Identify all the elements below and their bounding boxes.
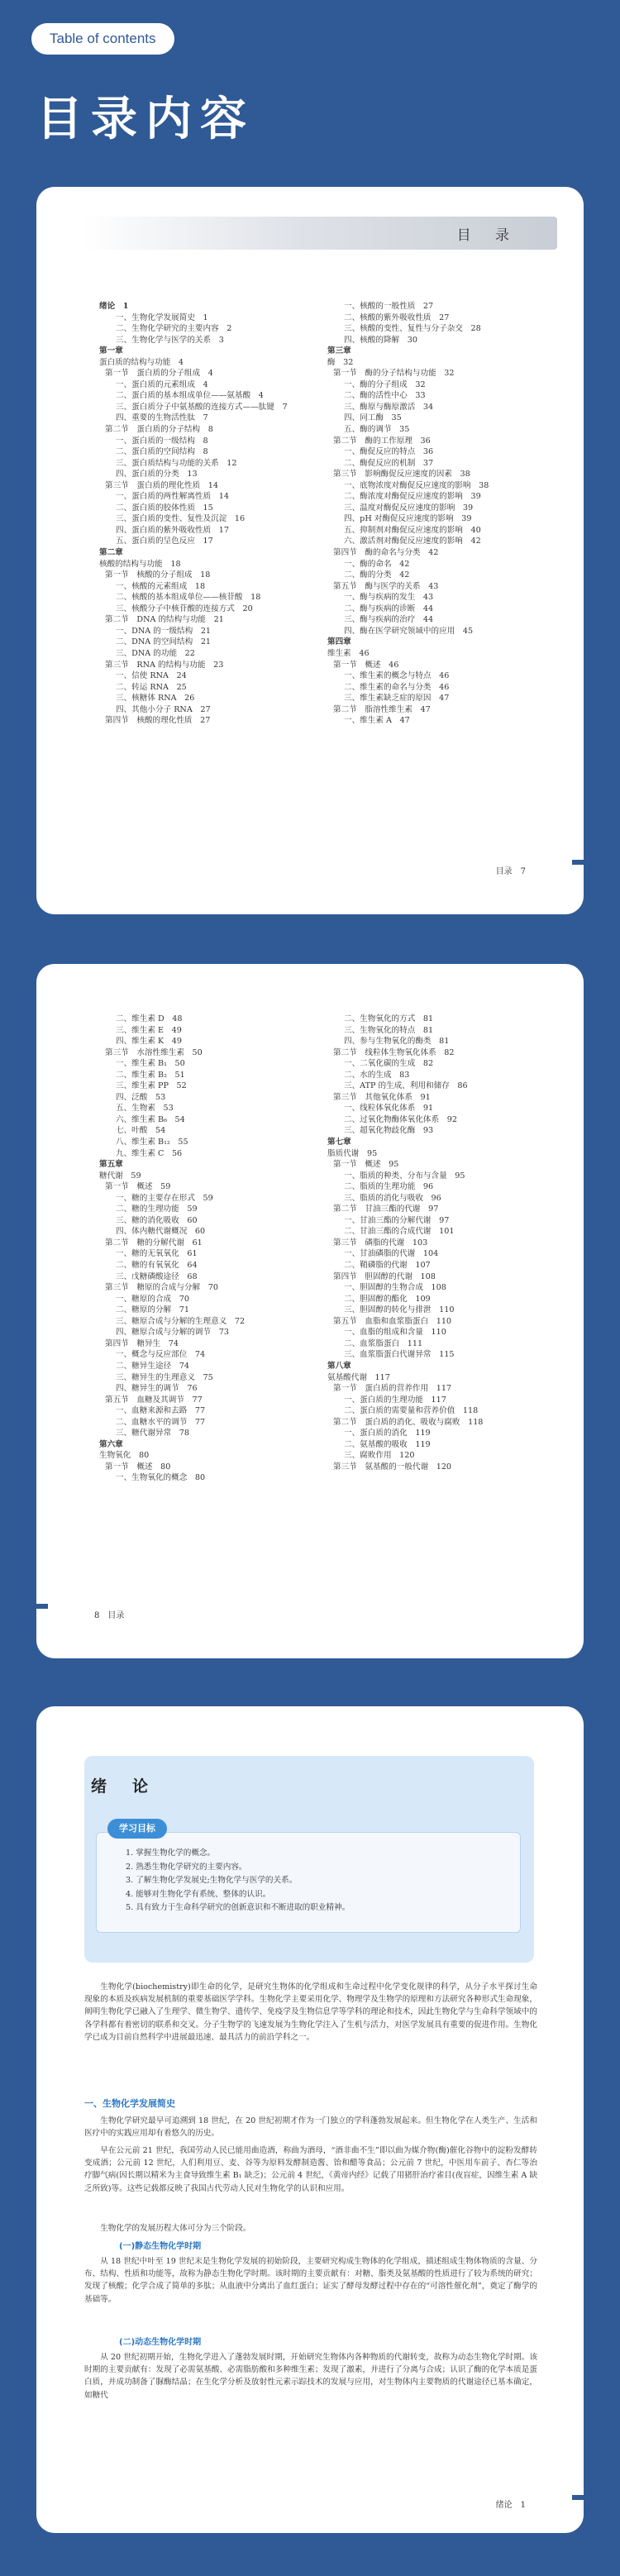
learning-goals-tab: 学习目标 xyxy=(107,1819,167,1839)
toc-entry: 三、DNA 的功能 22 xyxy=(116,648,195,658)
toc-entry: 第三节 蛋白质的理化性质 14 xyxy=(105,480,218,490)
toc-entry: 一、核酸的元素组成 18 xyxy=(116,581,206,591)
toc-entry: 八、维生素 B₁₂ 55 xyxy=(116,1138,188,1147)
toc-entry: 二、维生素 B₂ 51 xyxy=(116,1070,185,1080)
subsection-heading: (二)动态生物化学时期 xyxy=(119,2338,202,2347)
toc-entry: 糖代谢 59 xyxy=(99,1171,141,1181)
toc-entry: 二、维生素 D 48 xyxy=(116,1014,183,1023)
toc-entry: 二、糖的生理功能 59 xyxy=(116,1205,198,1214)
toc-entry: 第二节 蛋白质的消化、吸收与腐败 118 xyxy=(333,1417,484,1427)
toc-entry: 四、同工酶 35 xyxy=(344,413,402,423)
section-heading: 一、生物化学发展简史 xyxy=(84,2098,175,2109)
toc-entry: 三、维生素 PP 52 xyxy=(116,1081,187,1091)
toc-entry: 六、激活剂对酶促反应速度的影响 42 xyxy=(344,537,481,546)
toc-entry: 四、核酸的降解 30 xyxy=(344,335,417,345)
toc-entry: 一、甘油磷脂的代谢 104 xyxy=(344,1249,439,1259)
toc-entry: 一、核酸的一般性质 27 xyxy=(344,302,434,311)
toc-entry: 二、酶的分类 42 xyxy=(344,570,410,580)
toc-entry: 一、底物浓度对酶促反应速度的影响 38 xyxy=(344,480,489,490)
toc-entry: 一、血糖来源和去路 77 xyxy=(116,1406,206,1416)
toc-entry: 二、脂质的生理功能 96 xyxy=(344,1182,434,1192)
toc-entry: 三、温度对酶促反应速度的影响 39 xyxy=(344,503,474,513)
learning-goal-item: 1. 掌握生物化学的概念。 xyxy=(126,1849,216,1858)
toc-entry: 四、其他小分子 RNA 27 xyxy=(116,704,211,714)
toc-entry: 第四节 核酸的理化性质 27 xyxy=(105,716,211,726)
toc-entry: 三、腐败作用 120 xyxy=(344,1451,415,1461)
learning-goals-list xyxy=(126,1847,350,1915)
toc-entry: 三、糖代谢异常 78 xyxy=(116,1429,189,1438)
toc-entry: 三、糖异生的生理意义 75 xyxy=(116,1372,213,1382)
toc-entry: 一、线粒体氧化体系 91 xyxy=(344,1104,434,1114)
toc-entry: 三、蛋白质的变性、复性及沉淀 16 xyxy=(116,514,246,524)
toc-entry: 第五节 血糖及其调节 77 xyxy=(105,1395,203,1405)
toc-entry: 第二章 xyxy=(99,548,123,558)
toc-entry: 二、胆固醇的酯化 109 xyxy=(344,1294,431,1304)
toc-entry: 六、维生素 B₆ 54 xyxy=(116,1114,185,1124)
toc-entry: 一、脂质的种类、分布与含量 95 xyxy=(344,1171,465,1181)
toc-entry: 二、过氧化物酶体氧化体系 92 xyxy=(344,1114,457,1124)
toc-entry: 二、维生素的命名与分类 46 xyxy=(344,682,450,692)
toc-entry: 一、蛋白质的元素组成 4 xyxy=(116,379,208,389)
intro-paragraph: 生物化学(biochemistry)即生命的化学，是研究生物体的化学组成和生命过程中化学变化规律的科学，从分子水平探讨生命现象的本质及疾病发展机制的重要基础医学学科。生物化学主要采用化学、物理学及生物学的原理和方法研究各种形式生命现象，阐明生物化学已融入了生理学、微生物学、遗传学、免疫学及生物信息学等学科的理论和技术，因此生物化学与生命科学领域中的各学科都有着密切的联系和交叉。分子生物学的飞速发展为生物化学注入了生机与活力，对医学发展具有重要的促进作用。生物化学已成为目前自然科学中进展最迅速、最具活力的前沿学科之一。 xyxy=(84,1982,537,2042)
toc-entry: 蛋白质的结构与功能 4 xyxy=(99,357,184,367)
toc-entry: 三、生物化学与医学的关系 3 xyxy=(116,335,224,345)
toc-entry: 二、酶浓度对酶促反应速度的影响 39 xyxy=(344,492,481,502)
toc-entry: 九、维生素 C 56 xyxy=(116,1148,183,1158)
toc-page-2 xyxy=(36,964,584,1658)
toc-entry: 二、核酸的紫外吸收性质 27 xyxy=(344,312,450,322)
toc-entry: 一、蛋白质的生理功能 117 xyxy=(344,1395,446,1405)
toc-entry: 一、二氧化碳的生成 82 xyxy=(344,1059,434,1069)
paragraph: 生物化学研究最早可追溯到 18 世纪，在 20 世纪初期才作为一门独立的学科蓬勃发展起来。但生物化学在人类生产、生活和医疗中的实践应用却有着悠久的历史。 xyxy=(84,2116,537,2139)
toc-entry: 一、蛋白质的消化 119 xyxy=(344,1429,431,1438)
toc-entry: 五、蛋白质的呈色反应 17 xyxy=(116,537,213,546)
toc-entry: 四、重要的生物活性肽 7 xyxy=(116,413,208,423)
paragraph: 从 20 世纪初期开始，生物化学进入了蓬勃发展时期，开始研究生物体内各种物质的代谢转变，故称为动态生物化学时期。该时期的主要贡献有：发现了必需氨基酸、必需脂肪酸和多种维生素；发现了激素，并进行了分离与合成；认识了酶的化学本质是蛋白质，并成功制备了脲酶结晶；在生化学分析及放射性元素示踪技术的发展与应用，对生物体内主要物质的代谢途径已基本确定，如糖代 xyxy=(84,2353,537,2400)
toc-entry: 三、糖原合成与分解的生理意义 72 xyxy=(116,1316,246,1326)
toc-entry: 一、维生素 B₁ 50 xyxy=(116,1059,185,1069)
toc-entry: 四、体内糖代谢概况 60 xyxy=(116,1227,206,1237)
toc-entry: 二、糖原的分解 71 xyxy=(116,1305,189,1315)
toc-entry: 三、血浆脂蛋白代谢异常 115 xyxy=(344,1350,455,1360)
toc-entry: 第二节 线粒体生物氧化体系 82 xyxy=(333,1047,455,1057)
toc-entry: 三、生物氧化的特点 81 xyxy=(344,1025,434,1035)
toc-entry: 第一节 概述 46 xyxy=(333,660,399,670)
toc-entry: 第二节 糖的分解代谢 61 xyxy=(105,1238,203,1247)
subsection-heading: (一)静态生物化学时期 xyxy=(119,2242,202,2251)
toc-entry: 第四节 胆固醇的代谢 108 xyxy=(333,1271,436,1281)
paragraph: 生物化学的发展历程大体可分为三个阶段。 xyxy=(100,2224,251,2233)
learning-goal-item: 3. 了解生物化学发展史;生物化学与医学的关系。 xyxy=(126,1876,298,1885)
toc-entry: 二、酶的活性中心 33 xyxy=(344,391,426,401)
toc-title-bar xyxy=(83,217,557,250)
toc-entry: 一、酶与疾病的发生 43 xyxy=(344,593,434,603)
toc-entry: 四、糖原合成与分解的调节 73 xyxy=(116,1328,229,1338)
toc-entry: 三、维生素缺乏症的原因 47 xyxy=(344,694,450,704)
toc-entry: 二、转运 RNA 25 xyxy=(116,682,187,692)
toc-entry: 五、生物素 53 xyxy=(116,1104,174,1114)
toc-entry: 一、生物化学发展简史 1 xyxy=(116,312,208,322)
toc-entry: 二、蛋白质的需要量和营养价值 118 xyxy=(344,1406,479,1416)
toc-entry: 一、酶的分子组成 32 xyxy=(344,379,426,389)
toc-entry: 二、生物氧化的方式 81 xyxy=(344,1014,434,1023)
toc-entry: 第一节 酶的分子结构与功能 32 xyxy=(333,369,455,379)
toc-entry: 三、核酸的变性、复性与分子杂交 28 xyxy=(344,324,481,334)
toc-column-right xyxy=(327,1014,483,1472)
toc-entry: 第一节 概述 95 xyxy=(333,1160,399,1170)
paragraph: 从 18 世纪中叶至 19 世纪末是生物化学发展的初始阶段，主要研究构成生物体的化学组成，描述组成生物体物质的含量、分布、结构、性质和功能等，故称为静态生物化学时期。该时期的主要贡献有：对糖、脂类及氨基酸的性质进行了较为系统的研究；发现了核酸；化学合成了简单的多肽；从血液中分离出了血红蛋白；证实了酵母发酵过程中存在的“可溶性催化剂”，奠定了酶学的基础等。 xyxy=(84,2257,537,2304)
toc-entry: 三、戊糖磷酸途径 68 xyxy=(116,1271,198,1281)
toc-entry: 第三节 其他氧化体系 91 xyxy=(333,1092,431,1102)
toc-title: 目 录 xyxy=(456,227,519,244)
toc-entry: 第一节 概述 80 xyxy=(105,1462,171,1472)
toc-entry: 二、生物化学研究的主要内容 2 xyxy=(116,324,232,334)
toc-entry: 一、胆固醇的生物合成 108 xyxy=(344,1283,446,1293)
toc-entry: 五、抑制剂对酶促反应速度的影响 40 xyxy=(344,525,481,535)
page-heading: 目录内容 xyxy=(36,93,255,146)
toc-entry: 维生素 46 xyxy=(327,648,370,658)
toc-entry: 四、糖异生的调节 76 xyxy=(116,1384,198,1394)
page-edge-mark xyxy=(36,1604,48,1609)
toc-entry: 第二节 酶的工作原理 36 xyxy=(333,436,431,446)
toc-entry: 一、DNA 的一级结构 21 xyxy=(116,626,212,636)
toc-entry: 一、甘油三酯的分解代谢 97 xyxy=(344,1215,450,1225)
toc-entry: 二、DNA 的空间结构 21 xyxy=(116,637,212,647)
toc-entry: 三、蛋白质结构与功能的关系 12 xyxy=(116,458,237,468)
chapter-title: 绪 论 xyxy=(91,1777,154,1796)
toc-entry: 第一节 概述 59 xyxy=(105,1182,171,1192)
toc-entry: 四、酶在医学研究领域中的应用 45 xyxy=(344,626,474,636)
toc-entry: 四、pH 对酶促反应速度的影响 39 xyxy=(344,514,472,524)
toc-entry: 三、蛋白质分子中氨基酸的连接方式——肽键 7 xyxy=(116,402,288,412)
toc-entry: 第六章 xyxy=(99,1439,123,1449)
toc-entry: 二、蛋白质的胶体性质 15 xyxy=(116,503,213,513)
toc-entry: 第八章 xyxy=(327,1361,351,1371)
toc-entry: 生物氧化 80 xyxy=(99,1451,150,1461)
toc-entry: 第一节 蛋白质的营养作用 117 xyxy=(333,1384,452,1394)
toc-entry: 一、概念与反应部位 74 xyxy=(116,1350,206,1360)
toc-entry: 一、蛋白质的两性解离性质 14 xyxy=(116,492,229,502)
toc-entry: 五、酶的调节 35 xyxy=(344,425,410,435)
toc-entry: 二、酶促反应的机制 37 xyxy=(344,458,434,468)
learning-goal-item: 5. 具有致力于生命科学研究的创新意识和不断进取的职业精神。 xyxy=(126,1903,351,1912)
toc-entry: 四、泛酸 53 xyxy=(116,1092,166,1102)
toc-entry: 第三节 氨基酸的一般代谢 120 xyxy=(333,1462,452,1472)
toc-entry: 一、维生素 A 47 xyxy=(344,716,410,726)
chapter-page xyxy=(36,1706,584,2533)
toc-entry: 第二节 蛋白质的分子结构 8 xyxy=(105,425,213,435)
toc-entry: 三、核酸分子中核苷酸的连接方式 20 xyxy=(116,603,253,613)
toc-entry: 二、糖的有氧氧化 64 xyxy=(116,1261,198,1271)
page-edge-mark xyxy=(572,860,584,865)
toc-entry: 第一节 蛋白质的分子组成 4 xyxy=(105,369,213,379)
toc-entry: 第四章 xyxy=(327,637,351,647)
toc-entry: 一、维生素的概念与特点 46 xyxy=(344,671,450,681)
toc-entry: 二、血糖水平的调节 77 xyxy=(116,1417,206,1427)
toc-entry: 二、血浆脂蛋白 111 xyxy=(344,1338,423,1348)
toc-entry: 一、糖原的合成 70 xyxy=(116,1294,189,1304)
toc-entry: 二、甘油三酯的合成代谢 101 xyxy=(344,1227,455,1237)
toc-entry: 三、超氧化物歧化酶 93 xyxy=(344,1126,434,1136)
toc-entry: 二、糖异生途径 74 xyxy=(116,1361,189,1371)
toc-entry: 第一章 xyxy=(99,346,123,356)
toc-column-left xyxy=(99,301,288,727)
toc-entry: 绪论 1 xyxy=(99,302,129,311)
toc-entry: 一、酶促反应的特点 36 xyxy=(344,447,434,457)
toc-entry: 一、糖的主要存在形式 59 xyxy=(116,1193,213,1203)
page-footer: 目录 7 xyxy=(495,867,526,876)
toc-entry: 脂质代谢 95 xyxy=(327,1148,378,1158)
learning-goal-item: 2. 熟悉生物化学研究的主要内容。 xyxy=(126,1862,247,1872)
toc-entry: 四、参与生物氧化的酶类 81 xyxy=(344,1037,450,1047)
toc-entry: 三、胆固醇的转化与排泄 110 xyxy=(344,1305,455,1315)
toc-entry: 酶 32 xyxy=(327,357,354,367)
toc-column-left xyxy=(99,1014,245,1484)
toc-entry: 三、脂质的消化与吸收 96 xyxy=(344,1193,441,1203)
toc-page-1 xyxy=(36,187,584,914)
toc-column-right xyxy=(327,301,489,727)
table-of-contents-pill: Table of contents xyxy=(31,23,174,55)
page-footer: 8 目录 xyxy=(94,1611,125,1620)
toc-entry: 二、酶与疾病的诊断 44 xyxy=(344,603,434,613)
page-edge-mark xyxy=(572,2495,584,2500)
toc-entry: 二、蛋白质的基本组成单位——氨基酸 4 xyxy=(116,391,264,401)
toc-entry: 四、蛋白质的紫外吸收性质 17 xyxy=(116,525,229,535)
toc-entry: 二、水的生成 83 xyxy=(344,1070,410,1080)
toc-entry: 第五章 xyxy=(99,1160,123,1170)
toc-entry: 四、维生素 K 49 xyxy=(116,1037,182,1047)
toc-entry: 第三节 RNA 的结构与功能 23 xyxy=(105,660,224,670)
toc-entry: 第四节 糖异生 74 xyxy=(105,1338,179,1348)
toc-entry: 三、糖的消化吸收 60 xyxy=(116,1215,198,1225)
toc-entry: 四、蛋白质的分类 13 xyxy=(116,470,198,479)
toc-entry: 核酸的结构与功能 18 xyxy=(99,559,181,569)
toc-entry: 氨基酸代谢 117 xyxy=(327,1372,390,1382)
toc-entry: 第四节 酶的命名与分类 42 xyxy=(333,548,439,558)
toc-entry: 三、ATP 的生成、利用和储存 86 xyxy=(344,1081,468,1091)
toc-entry: 二、氨基酸的吸收 119 xyxy=(344,1439,431,1449)
toc-entry: 一、生物氧化的概念 80 xyxy=(116,1473,206,1483)
toc-entry: 第三节 糖原的合成与分解 70 xyxy=(105,1283,218,1293)
toc-entry: 第一节 核酸的分子组成 18 xyxy=(105,570,211,580)
toc-entry: 二、蛋白质的空间结构 8 xyxy=(116,447,208,457)
toc-entry: 一、信使 RNA 24 xyxy=(116,671,187,681)
toc-entry: 第三节 水溶性维生素 50 xyxy=(105,1047,203,1057)
toc-entry: 第三节 影响酶促反应速度的因素 38 xyxy=(333,470,470,479)
toc-entry: 第五节 血脂和血浆脂蛋白 110 xyxy=(333,1316,452,1326)
toc-entry: 一、蛋白质的一级结构 8 xyxy=(116,436,208,446)
toc-entry: 一、酶的命名 42 xyxy=(344,559,410,569)
toc-entry: 第七章 xyxy=(327,1138,351,1147)
learning-goal-item: 4. 能够对生物化学有系统、整体的认识。 xyxy=(126,1889,271,1899)
toc-entry: 第二节 脂溶性维生素 47 xyxy=(333,704,431,714)
page-footer: 绪论 1 xyxy=(495,2501,526,2510)
toc-entry: 第二节 DNA 的结构与功能 21 xyxy=(105,615,224,625)
toc-entry: 第三章 xyxy=(327,346,351,356)
toc-entry: 第二节 甘油三酯的代谢 97 xyxy=(333,1205,439,1214)
toc-entry: 第五节 酶与医学的关系 43 xyxy=(333,581,439,591)
toc-entry: 三、酶与疾病的治疗 44 xyxy=(344,615,434,625)
toc-entry: 一、糖的无氧氧化 61 xyxy=(116,1249,198,1259)
toc-entry: 三、维生素 E 49 xyxy=(116,1025,182,1035)
toc-entry: 第三节 磷脂的代谢 103 xyxy=(333,1238,428,1247)
toc-entry: 二、核酸的基本组成单位——核苷酸 18 xyxy=(116,593,261,603)
toc-entry: 一、血脂的组成和含量 110 xyxy=(344,1328,446,1338)
toc-entry: 三、核糖体 RNA 26 xyxy=(116,694,195,704)
toc-entry: 二、鞘磷脂的代谢 107 xyxy=(344,1261,431,1271)
paragraph: 早在公元前 21 世纪，我国劳动人民已能用曲造酒，称曲为酒母，“酒非曲不生”即以曲为媒介物(酶)催化谷物中的淀粉发酵转变成酒；公元前 12 世纪，人们利用豆、麦、谷等为原料发酵制造酱、饴和醋等食品；公元前 7 世纪，中医用车前子、杏仁等治疗脚气病(因长期以精米为主食导致维生素 B₁ 缺乏)；公元前 4 世纪，《黄帝内经》记载了用猪肝治疗雀目(夜盲症，因维生素 A 缺乏所致)等。这些记载都反映了我国古代劳动人民对生物化学的认识和应用。 xyxy=(84,2146,537,2193)
toc-entry: 七、叶酸 54 xyxy=(116,1126,166,1136)
toc-entry: 三、酶原与酶原激活 34 xyxy=(344,402,434,412)
